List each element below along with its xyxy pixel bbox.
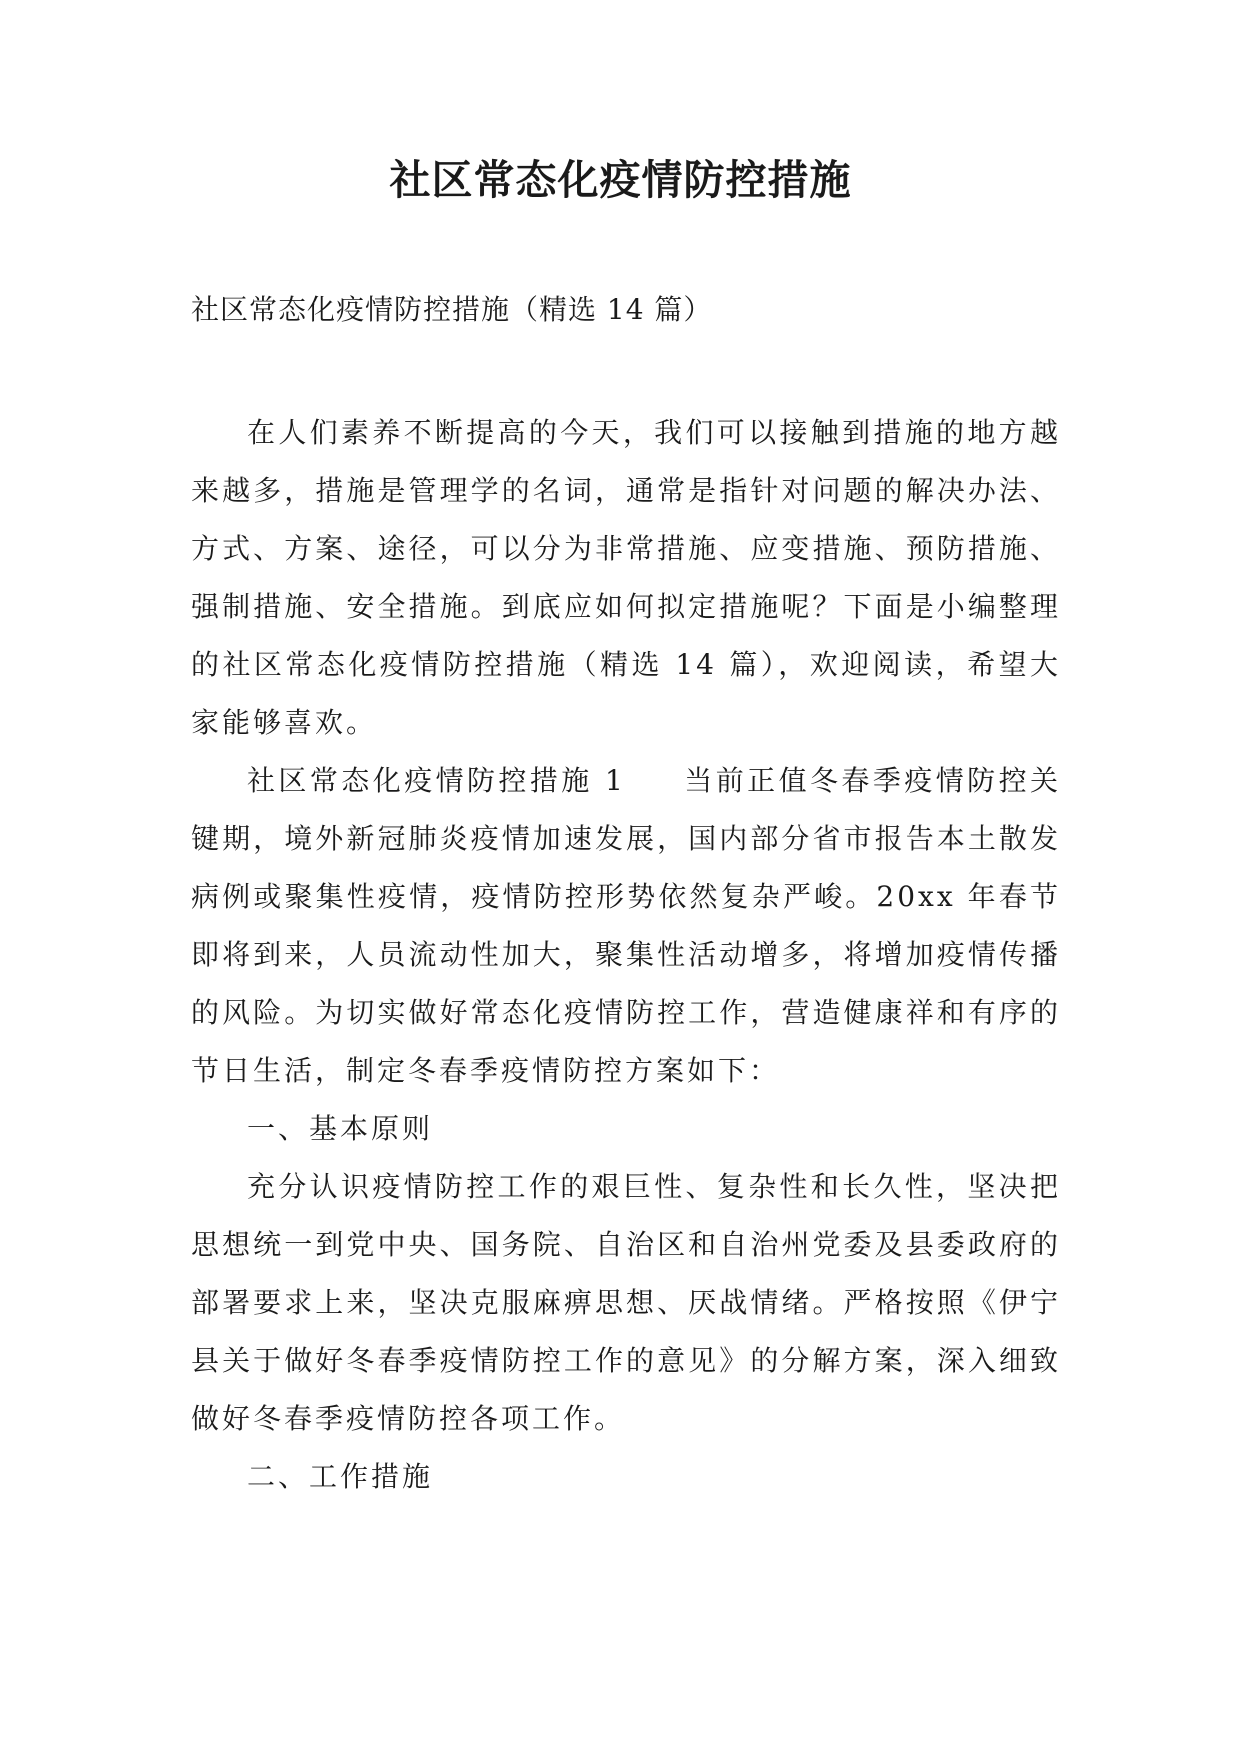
section1-paragraph	[191, 752, 1061, 1100]
document-body	[191, 404, 1061, 1506]
section1-label: 社区常态化疫情防控措施 1	[247, 764, 626, 797]
section-heading-measures: 二、工作措施	[247, 1460, 434, 1493]
section-heading-principles: 一、基本原则	[247, 1112, 434, 1145]
document-title: 社区常态化疫情防控措施	[389, 156, 852, 204]
intro-paragraph: 在人们素养不断提高的今天，我们可以接触到措施的地方越来越多，措施是管理学的名词，通常是指针对问题的解决办法、方式、方案、途径，可以分为非常措施、应变措施、预防措施、强制措施、安全措施。到底应如何拟定措施呢？下面是小编整理的社区常态化疫情防控措施（精选 14 篇），欢迎阅读，希望大家能够喜欢。	[191, 416, 1061, 739]
principles-paragraph: 充分认识疫情防控工作的艰巨性、复杂性和长久性，坚决把思想统一到党中央、国务院、自治区和自治州党委及县委政府的部署要求上来，坚决克服麻痹思想、厌战情绪。严格按照《伊宁县关于做好冬春季疫情防控工作的意见》的分解方案，深入细致做好冬春季疫情防控各项工作。	[191, 1170, 1061, 1435]
document-subtitle: 社区常态化疫情防控措施（精选 14 篇）	[191, 293, 713, 326]
section1-body: 当前正值冬春季疫情防控关键期，境外新冠肺炎疫情加速发展，国内部分省市报告本土散发病例或聚集性疫情，疫情防控形势依然复杂严峻。20xx 年春节即将到来，人员流动性加大，聚集性活动增多，将增加疫情传播的风险。为切实做好常态化疫情防控工作，营造健康祥和有序的节日生活，制定冬春季疫情防控方案如下：	[191, 764, 1061, 1087]
